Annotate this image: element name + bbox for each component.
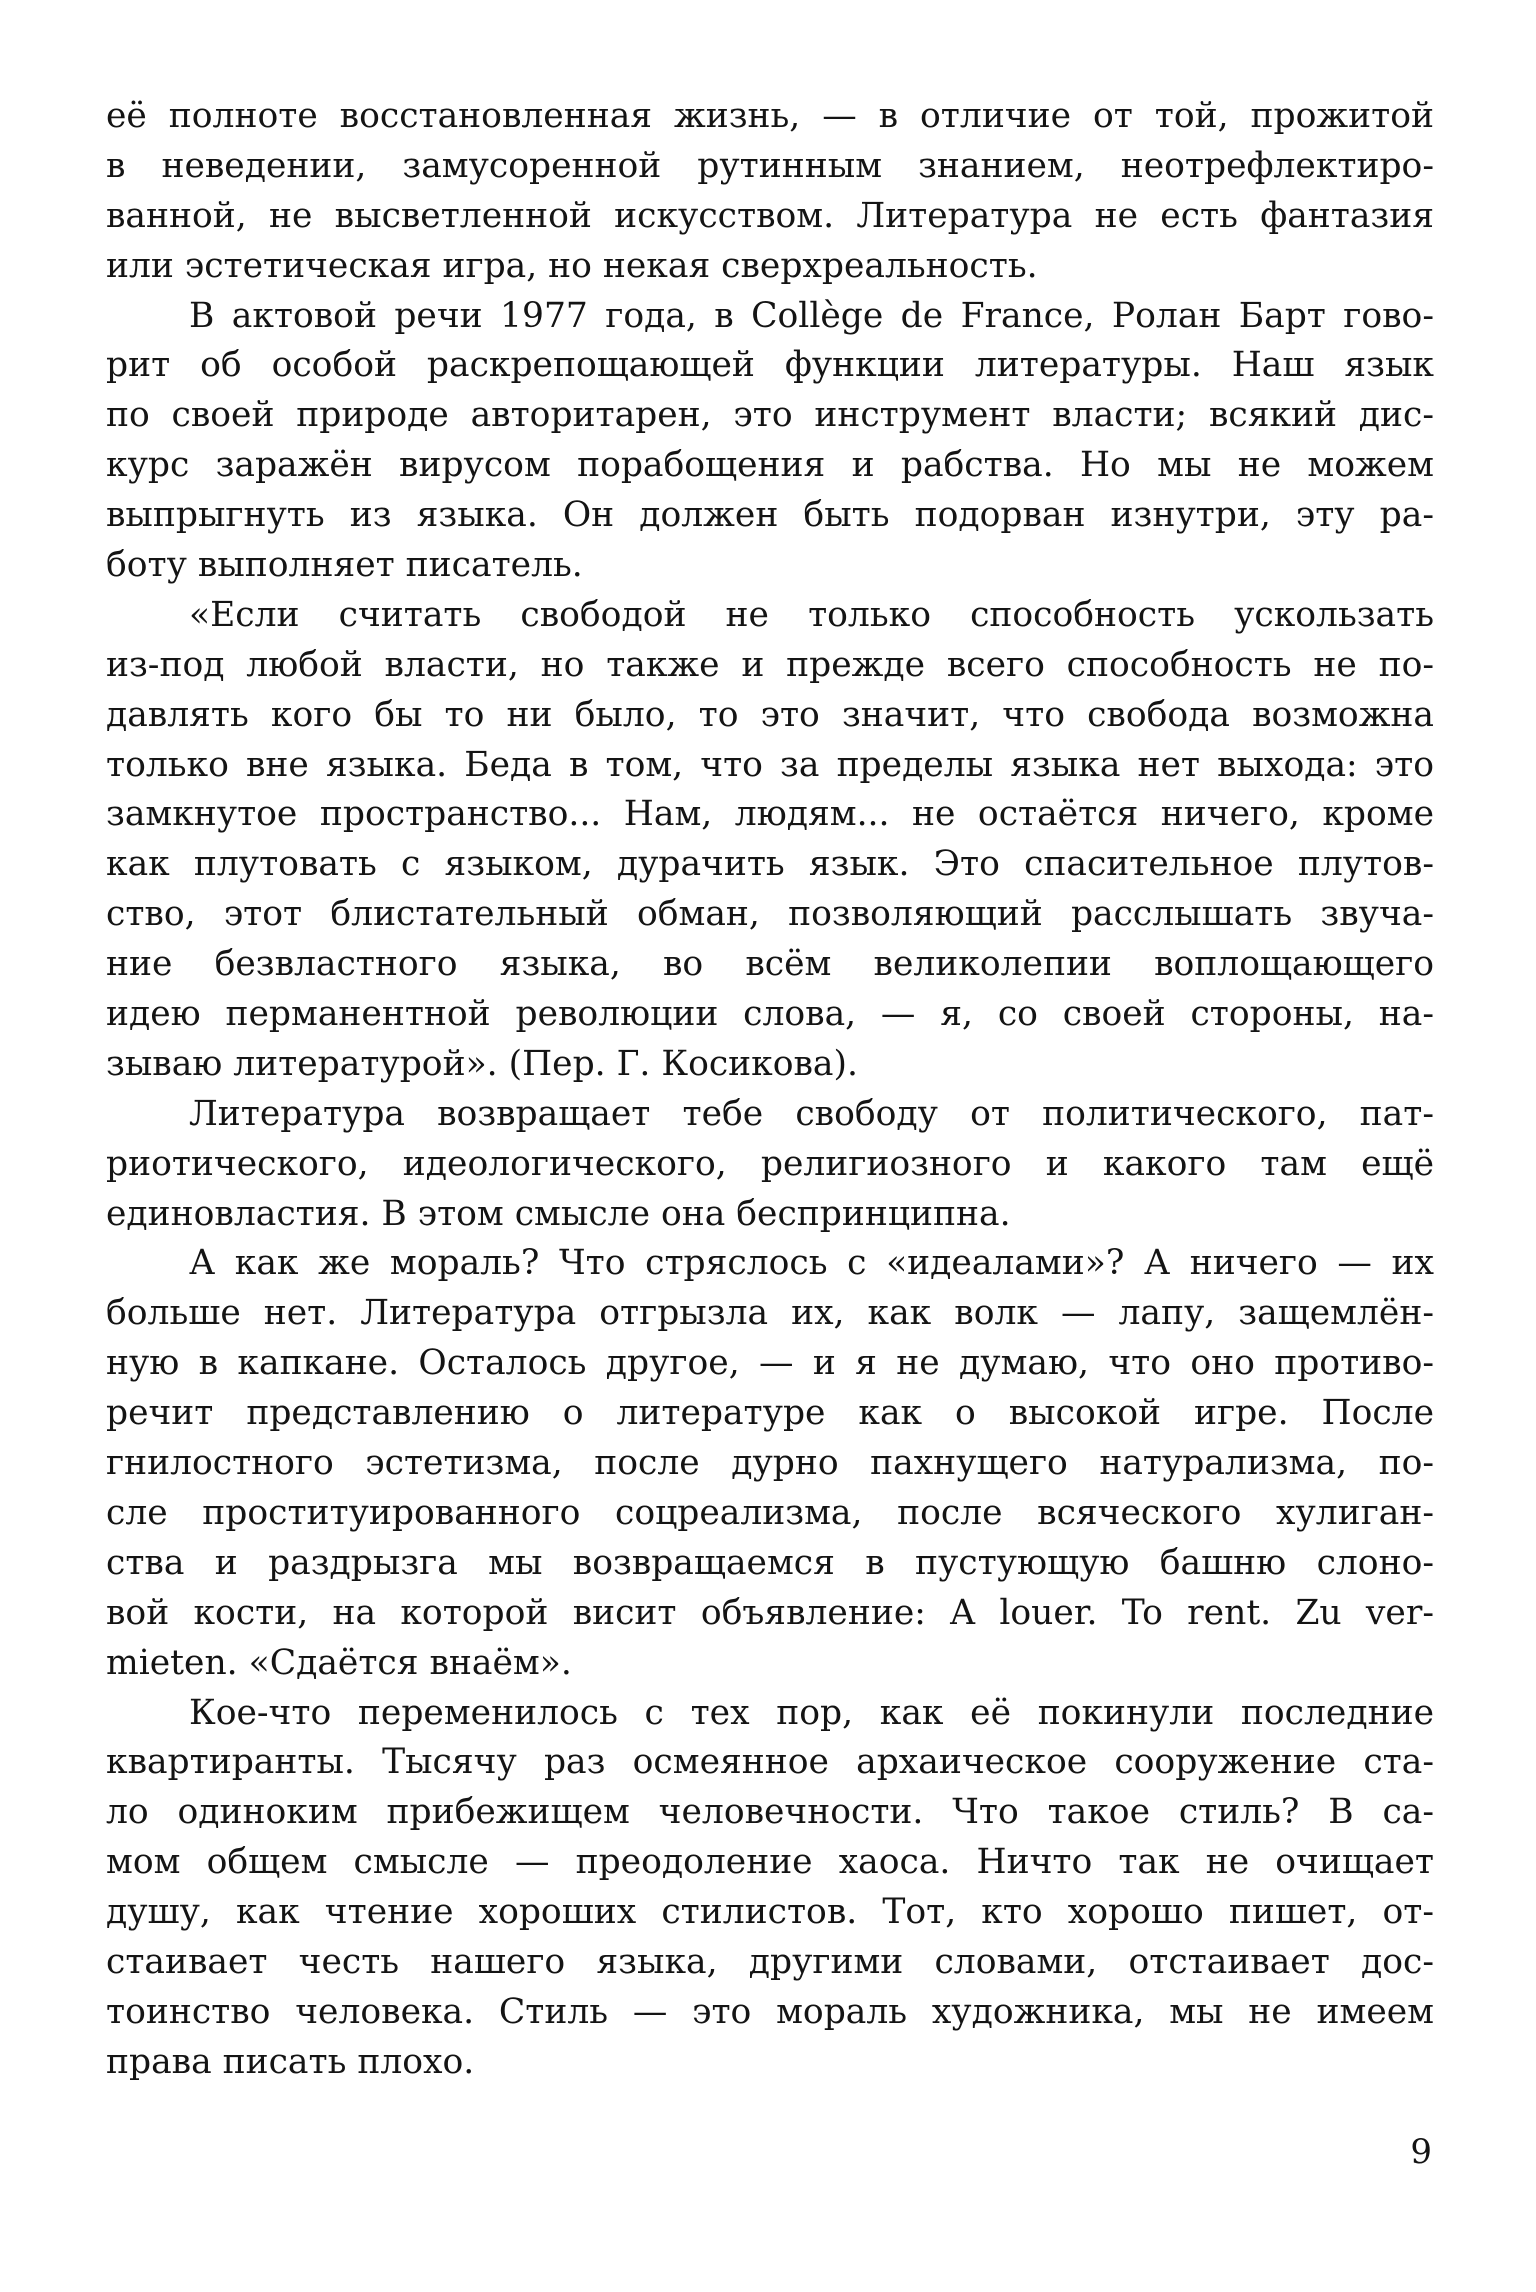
text-line: ние безвластного языка, во всём великолепии воплощающего [106, 944, 1434, 985]
text-line: стаивает честь нашего языка, другими словами, отстаивает дос- [106, 1941, 1434, 1982]
text-line: идею перманентной революции слова, — я, со своей стороны, на- [106, 994, 1434, 1035]
text-line: в неведении, замусоренной рутинным знанием, неотрефлектиро- [106, 145, 1434, 186]
text-line: единовластия. В этом смысле она беспринципна. [106, 1193, 1011, 1234]
text-line: тоинство человека. Стиль — это мораль художника, мы не имеем [106, 1991, 1434, 2032]
text-line: ство, этот блистательный обман, позволяющий расслышать звуча- [106, 894, 1434, 935]
text-line: курс заражён вирусом порабощения и рабства. Но мы не можем [106, 445, 1434, 486]
text-line: боту выполняет писатель. [106, 545, 583, 586]
text-line: рит об особой раскрепощающей функции литературы. Наш язык [106, 345, 1434, 386]
text-line: mieten. «Сдаётся внаём». [106, 1642, 572, 1683]
text-line: из-под любой власти, но также и прежде всего способность не по- [106, 644, 1434, 685]
text-line: ванной, не высветленной искусством. Литература не есть фантазия [106, 195, 1434, 236]
text-line: вой кости, на которой висит объявление: A louer. To rent. Zu ver- [106, 1592, 1434, 1633]
text-line: или эстетическая игра, но некая сверхреальность. [106, 245, 1038, 286]
text-line: речит представлению о литературе как о высокой игре. После [106, 1393, 1434, 1434]
text-line: гнилостного эстетизма, после дурно пахнущего натурализма, по- [106, 1443, 1434, 1484]
text-line: зываю литературой». (Пер. Г. Косикова). [106, 1043, 858, 1084]
text-line: выпрыгнуть из языка. Он должен быть подорван изнутри, эту ра- [106, 495, 1434, 536]
text-line: А как же мораль? Что стряслось с «идеалами»? А ничего — их [189, 1243, 1434, 1284]
text-line: сле проституированного соцреализма, после всяческого хулиган- [106, 1492, 1434, 1533]
text-line: только вне языка. Беда в том, что за пределы языка нет выхода: это [106, 744, 1434, 785]
text-line: её полноте восстановленная жизнь, — в отличие от той, прожитой [106, 96, 1434, 136]
text-line: Литература возвращает тебе свободу от политического, пат- [189, 1093, 1434, 1134]
text-line: как плутовать с языком, дурачить язык. Это спасительное плутов- [106, 844, 1434, 885]
text-line: В актовой речи 1977 года, в Collège de France, Ролан Барт гово- [189, 295, 1434, 336]
text-line: по своей природе авторитарен, это инструмент власти; всякий дис- [106, 395, 1434, 436]
text-line: давлять кого бы то ни было, то это значит, что свобода возможна [106, 694, 1434, 735]
text-line: ства и раздрызга мы возвращаемся в пустующую башню слоно- [106, 1542, 1434, 1583]
text-line: права писать плохо. [106, 2041, 475, 2082]
text-line: «Если считать свободой не только способность ускользать [189, 594, 1434, 635]
text-line: ло одиноким прибежищем человечности. Что такое стиль? В са- [106, 1792, 1434, 1833]
text-line: больше нет. Литература отгрызла их, как волк — лапу, защемлён- [106, 1293, 1434, 1334]
text-line: мом общем смысле — преодоление хаоса. Ничто так не очищает [106, 1842, 1434, 1883]
text-line: риотического, идеологического, религиозного и какого там ещё [106, 1143, 1434, 1184]
text-line: замкнутое пространство... Нам, людям... не остаётся ничего, кроме [106, 794, 1434, 835]
page-number: 9 [1410, 2132, 1432, 2172]
text-line: душу, как чтение хороших стилистов. Тот, кто хорошо пишет, от- [106, 1892, 1434, 1933]
page-text [106, 92, 1434, 2088]
text-line: квартиранты. Тысячу раз осмеянное архаическое сооружение ста- [106, 1742, 1434, 1783]
text-line: ную в капкане. Осталось другое, — и я не думаю, что оно противо- [106, 1343, 1434, 1384]
text-line: Кое-что переменилось с тех пор, как её покинули последние [189, 1692, 1434, 1733]
